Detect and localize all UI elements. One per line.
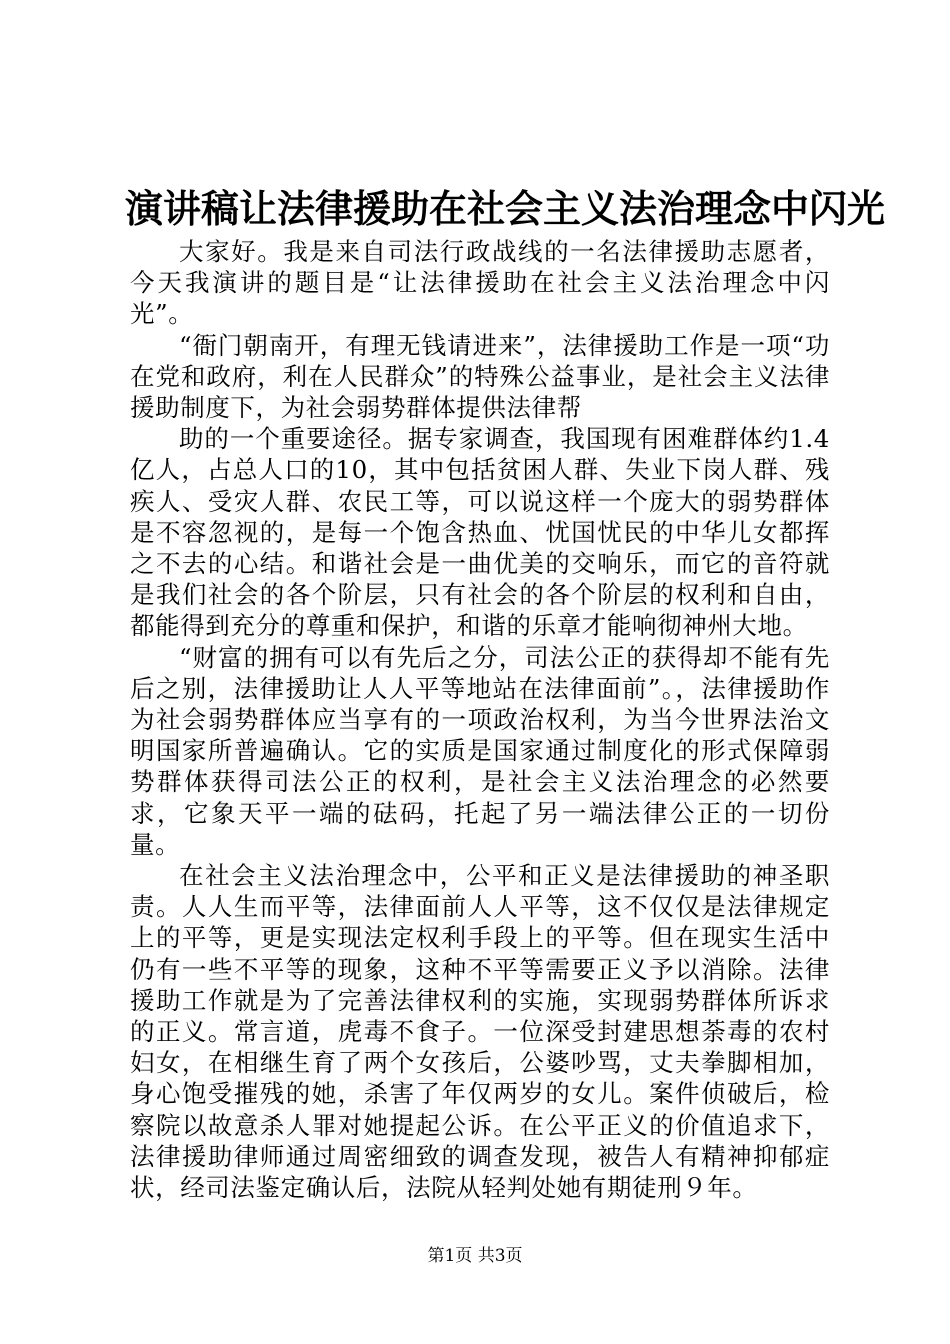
paragraph: “财富的拥有可以有先后之分，司法公正的获得却不能有先后之别，法律援助让人人平等地站在法律面前”。，法律援助作为社会弱势群体应当享有的一项政治权利，为当今世界法治文明国家所普遍确认。它的实质是国家通过制度化的形式保障弱势群体获得司法公正的权利，是社会主义法治理念的必然要求，它象天平一端的砝码，托起了另一端法律公正的一切份量。 [130,642,830,859]
paragraph: 大家好。我是来自司法行政战线的一名法律援助志愿者，今天我演讲的题目是“让法律援助在社会主义法治理念中闪光”。 [130,237,830,329]
paragraph: 助的一个重要途径。据专家调查，我国现有困难群体约1.4亿人，占总人口的10，其中包括贫困人群、失业下岗人群、残疾人、受灾人群、农民工等，可以说这样一个庞大的弱势群体是不容忽视的，是每一个饱含热血、忧国忧民的中华儿女都挥之不去的心结。和谐社会是一曲优美的交响乐，而它的音符就是我们社会的各个阶层，只有社会的各个阶层的权利和自由，都能得到充分的尊重和保护，和谐的乐章才能响彻神州大地。 [130,424,830,641]
document-title: 演讲稿让法律援助在社会主义法治理念中闪光 [125,186,886,231]
paragraph: “衙门朝南开，有理无钱请进来”，法律援助工作是一项“功在党和政府，利在人民群众”的特殊公益事业，是社会主义法律援助制度下，为社会弱势群体提供法律帮 [130,330,830,423]
document-body [130,236,830,1203]
page-number-footer: 第1页 共3页 [427,1246,523,1266]
paragraph: 在社会主义法治理念中，公平和正义是法律援助的神圣职责。人人生而平等，法律面前人人平等，这不仅仅是法律规定上的平等，更是实现法定权利手段上的平等。但在现实生活中仍有一些不平等的现象，这种不平等需要正义予以消除。法律援助工作就是为了完善法律权利的实施，实现弱势群体所诉求的正义。常言道，虎毒不食子。一位深受封建思想荼毒的农村妇女，在相继生育了两个女孩后，公婆吵骂，丈夫拳脚相加，身心饱受摧残的她，杀害了年仅两岁的女儿。案件侦破后，检察院以故意杀人罪对她提起公诉。在公平正义的价值追求下，法律援助律师通过周密细致的调查发现，被告人有精神抑郁症状，经司法鉴定确认后，法院从轻判处她有期徒刑９年。 [130,861,830,1203]
